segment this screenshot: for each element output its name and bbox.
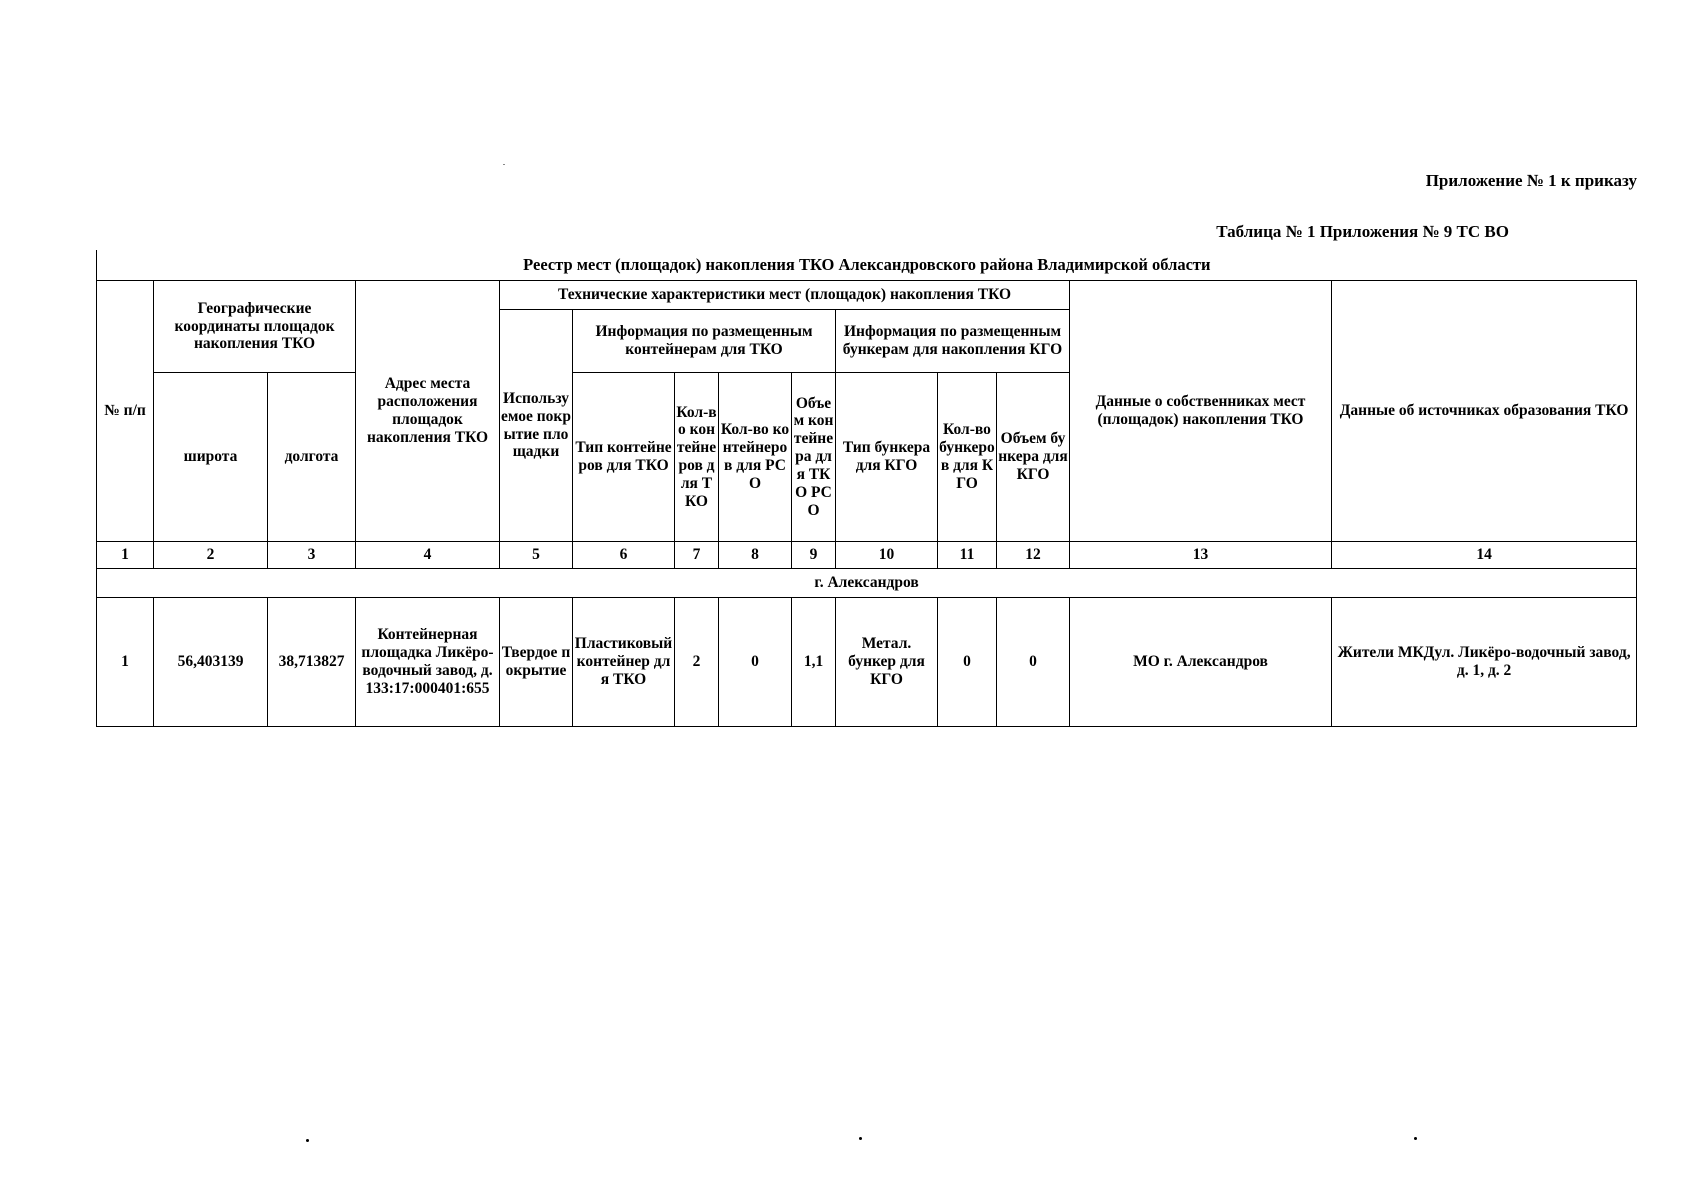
section-title: г. Александров xyxy=(97,569,1637,598)
cell-lon: 38,713827 xyxy=(268,598,356,727)
title-row xyxy=(97,250,1637,281)
cell-num: 1 xyxy=(97,598,154,727)
header-surface: Используемое покрытие площадки xyxy=(500,310,573,542)
cell-bunker-type: Метал. бункер для КГО xyxy=(836,598,938,727)
column-number: 2 xyxy=(154,542,268,569)
cell-owner: МО г. Александров xyxy=(1070,598,1332,727)
header-rso-count: Кол-во контейнеров для РСО xyxy=(719,373,792,542)
header-container-count: Кол-во контейнеров для ТКО xyxy=(675,373,719,542)
cell-address: Контейнерная площадка Ликёро-водочный завод, д. 133:17:000401:655 xyxy=(356,598,500,727)
cell-container-volume: 1,1 xyxy=(792,598,836,727)
registry-table xyxy=(96,250,1637,727)
header-row-1 xyxy=(97,281,1637,310)
appendix-label: Приложение № 1 к приказу xyxy=(1425,171,1637,190)
header-lon: долгота xyxy=(268,373,356,542)
header-tech: Технические характеристики мест (площадок) накопления ТКО xyxy=(500,281,1070,310)
column-number: 5 xyxy=(500,542,573,569)
column-number-row xyxy=(97,542,1637,569)
header-lat: широта xyxy=(154,373,268,542)
cell-bunker-volume: 0 xyxy=(997,598,1070,727)
cell-container-type: Пластиковый контейнер для ТКО xyxy=(573,598,675,727)
column-number: 4 xyxy=(356,542,500,569)
header-sources: Данные об источниках образования ТКО xyxy=(1332,281,1637,542)
scan-dot xyxy=(306,1139,309,1142)
column-number: 13 xyxy=(1070,542,1332,569)
column-number: 1 xyxy=(97,542,154,569)
cell-bunker-count: 0 xyxy=(938,598,997,727)
cell-container-count: 2 xyxy=(675,598,719,727)
header-address: Адрес места расположения площадок накопления ТКО xyxy=(356,281,500,542)
header-bunker-count: Кол-во бункеров для КГО xyxy=(938,373,997,542)
column-number: 14 xyxy=(1332,542,1637,569)
table-number-label: Таблица № 1 Приложения № 9 ТС ВО xyxy=(1216,222,1509,241)
header-bunkers-info: Информация по размещенным бункерам для накопления КГО xyxy=(836,310,1070,373)
column-number: 8 xyxy=(719,542,792,569)
header-bunker-volume: Объем бункера для КГО xyxy=(997,373,1070,542)
column-number: 7 xyxy=(675,542,719,569)
cell-lat: 56,403139 xyxy=(154,598,268,727)
section-row xyxy=(97,569,1637,598)
cell-surface: Твердое покрытие xyxy=(500,598,573,727)
table-title: Реестр мест (площадок) накопления ТКО Александровского района Владимирской области xyxy=(97,250,1637,281)
header-container-type: Тип контейнеров для ТКО xyxy=(573,373,675,542)
scan-dot xyxy=(859,1137,862,1140)
header-geo: Географические координаты площадок накопления ТКО xyxy=(154,281,356,373)
column-number: 12 xyxy=(997,542,1070,569)
cell-source: Жители МКДул. Ликёро-водочный завод, д. 1, д. 2 xyxy=(1332,598,1637,727)
column-number: 3 xyxy=(268,542,356,569)
column-number: 10 xyxy=(836,542,938,569)
column-number: 11 xyxy=(938,542,997,569)
header-bunker-type: Тип бункера для КГО xyxy=(836,373,938,542)
scan-dot xyxy=(1414,1137,1417,1140)
header-num: № п/п xyxy=(97,281,154,542)
column-number: 9 xyxy=(792,542,836,569)
header-container-volume: Объем контейнера для ТКО РСО xyxy=(792,373,836,542)
cell-rso-count: 0 xyxy=(719,598,792,727)
scan-speck xyxy=(503,164,505,165)
header-owners: Данные о собственниках мест (площадок) накопления ТКО xyxy=(1070,281,1332,542)
table-row xyxy=(97,598,1637,727)
header-containers-info: Информация по размещенным контейнерам для ТКО xyxy=(573,310,836,373)
column-number: 6 xyxy=(573,542,675,569)
